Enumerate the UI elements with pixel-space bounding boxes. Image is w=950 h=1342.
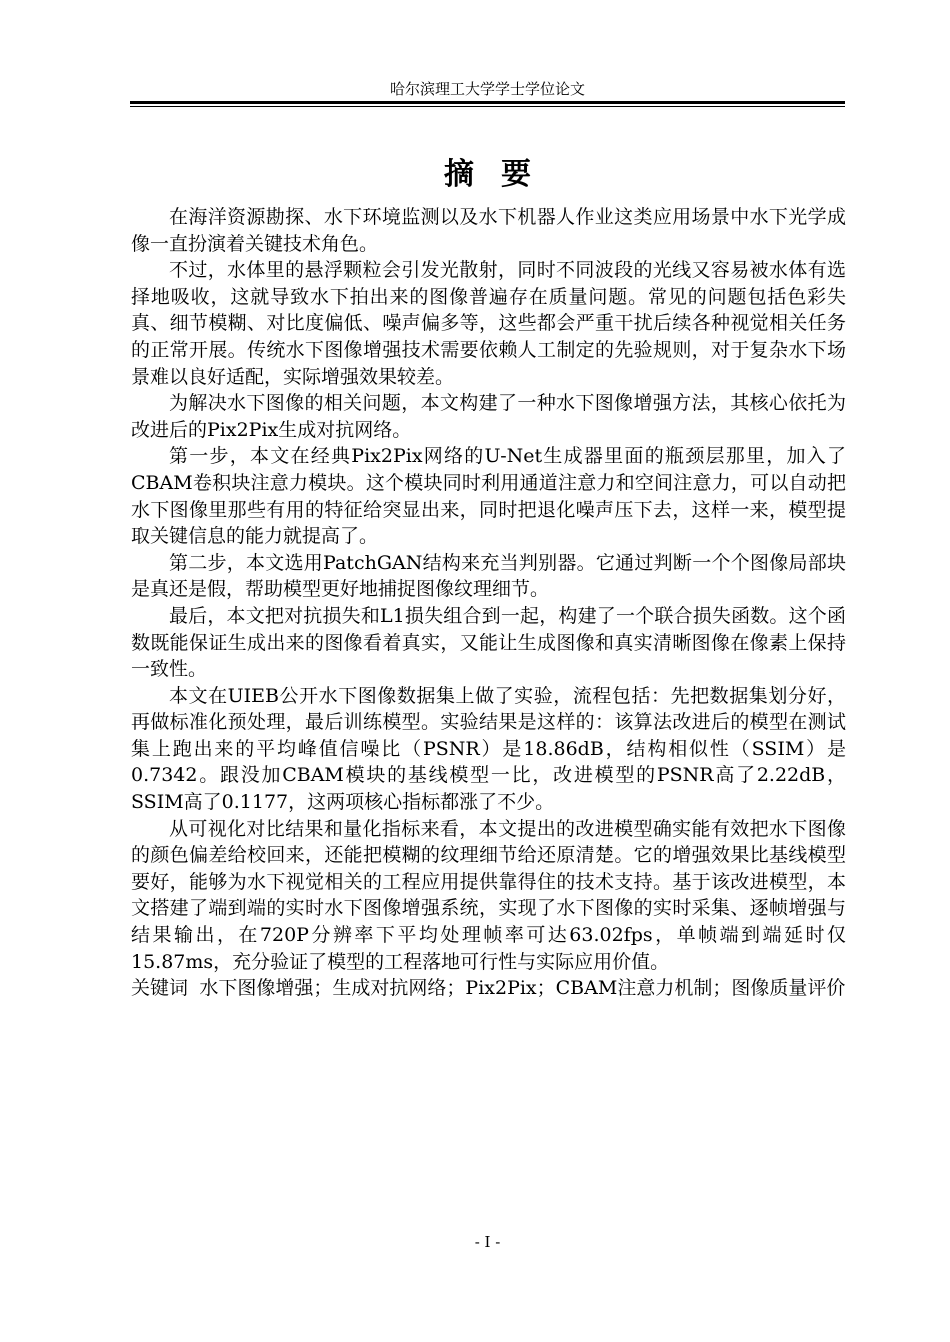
keywords-label: 关键词 [131, 977, 189, 1000]
abstract-title: 摘要 [444, 157, 558, 192]
abstract-paragraph-2: 不过，水体里的悬浮颗粒会引发光散射，同时不同波段的光线又容易被水体有选择地吸收，这就导致水下拍出来的图像普遍存在质量问题。常见的问题包括色彩失真、细节模糊、对比度偏低、噪声偏多等，这些都会严重干扰后续各种视觉相关任务的正常开展。传统水下图像增强技术需要依赖人工制定的先验规则，对于复杂水下场景难以良好适配，实际增强效果较差。 [131, 259, 846, 388]
keywords-text: 水下图像增强；生成对抗网络；Pix2Pix；CBAM注意力机制；图像质量评价 [199, 977, 846, 1000]
abstract-paragraph-7: 本文在UIEB公开水下图像数据集上做了实验，流程包括：先把数据集划分好，再做标准化预处理，最后训练模型。实验结果是这样的：该算法改进后的模型在测试集上跑出来的平均峰值信噪比（PSNR）是18.86dB，结构相似性（SSIM）是0.7342。跟没加CBAM模块的基线模型一比，改进模型的PSNR高了2.22dB，SSIM高了0.1177，这两项核心指标都涨了不少。 [131, 684, 846, 814]
running-header: 哈尔滨理工大学学士学位论文 [389, 80, 585, 98]
header-rule-thin [130, 106, 845, 107]
abstract-paragraph-3: 为解决水下图像的相关问题，本文构建了一种水下图像增强方法，其核心依托为改进后的Pix2Pix生成对抗网络。 [131, 392, 846, 441]
abstract-paragraph-6: 最后，本文把对抗损失和L1损失组合到一起，构建了一个联合损失函数。这个函数既能保证生成出来的图像看着真实，又能让生成图像和真实清晰图像在像素上保持一致性。 [131, 604, 846, 681]
keywords-line [131, 975, 846, 1002]
header-rule-thick [130, 101, 845, 104]
page-number: - I - [474, 1233, 501, 1251]
abstract-paragraph-1: 在海洋资源勘探、水下环境监测以及水下机器人作业这类应用场景中水下光学成像一直扮演着关键技术角色。 [131, 206, 846, 255]
abstract-paragraph-5: 第二步，本文选用PatchGAN结构来充当判别器。它通过判断一个个图像局部块是真还是假，帮助模型更好地捕捉图像纹理细节。 [131, 551, 846, 601]
abstract-paragraph-4: 第一步，本文在经典Pix2Pix网络的U-Net生成器里面的瓶颈层那里，加入了CBAM卷积块注意力模块。这个模块同时利用通道注意力和空间注意力，可以自动把水下图像里那些有用的特征给突显出来，同时把退化噪声压下去，这样一来，模型提取关键信息的能力就提高了。 [131, 445, 846, 548]
abstract-paragraph-8: 从可视化对比结果和量化指标来看，本文提出的改进模型确实能有效把水下图像的颜色偏差给校回来，还能把模糊的纹理细节给还原清楚。它的增强效果比基线模型要好，能够为水下视觉相关的工程应用提供靠得住的技术支持。基于该改进模型，本文搭建了端到端的实时水下图像增强系统，实现了水下图像的实时采集、逐帧增强与结果输出，在720P分辨率下平均处理帧率可达63.02fps，单帧端到端延时仅15.87ms，充分验证了模型的工程落地可行性与实际应用价值。 [131, 817, 846, 973]
abstract-body [131, 204, 846, 1002]
